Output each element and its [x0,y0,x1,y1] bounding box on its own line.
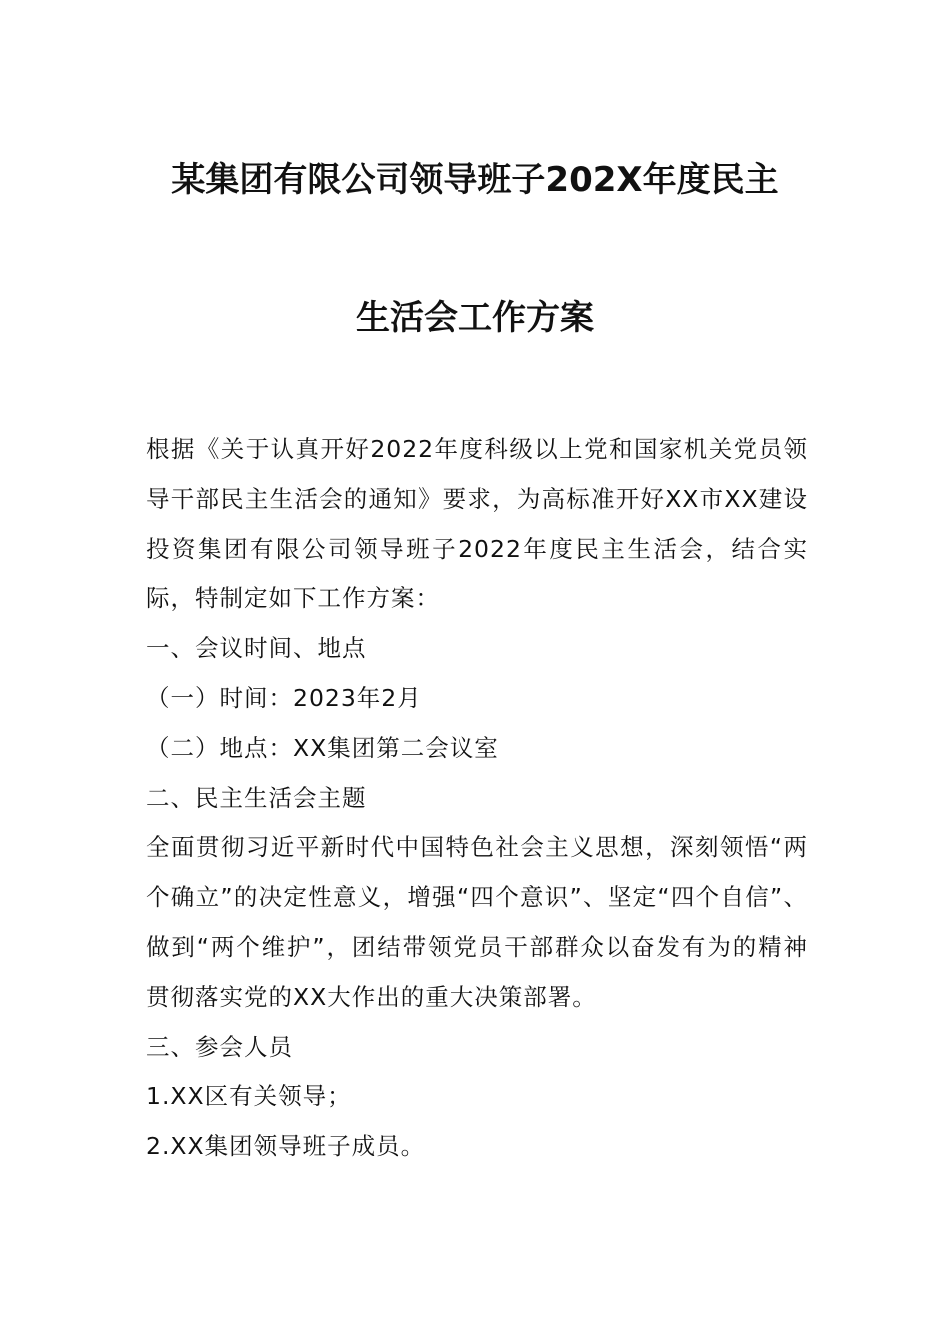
section-3-item-2: 2.XX集团领导班子成员。 [146,1132,426,1161]
document-body [146,425,808,1172]
section-1-place: （二）地点：XX集团第二会议室 [146,733,499,762]
section-3-heading: 三、参会人员 [146,1032,293,1061]
section-1-time: （一）时间：2023年2月 [146,683,422,712]
section-2-paragraph: 全面贯彻习近平新时代中国特色社会主义思想，深刻领悟“两个确立”的决定性意义，增强“四个意识”、坚定“四个自信”、做到“两个维护”，团结带领党员干部群众以奋发有为的精神贯彻落实党的XX大作出的重大决策部署。 [146,833,808,1011]
section-1-heading: 一、会议时间、地点 [146,634,367,663]
intro-paragraph: 根据《关于认真开好2022年度科级以上党和国家机关党员领导干部民主生活会的通知》要求，为高标准开好XX市XX建设投资集团有限公司领导班子2022年度民主生活会，结合实际，特制定如下工作方案： [146,435,808,613]
section-3-item-1: 1.XX区有关领导； [146,1082,352,1111]
document-title-line-2: 生活会工作方案 [356,298,594,338]
section-2-heading: 二、民主生活会主题 [146,783,367,812]
document-title-line-1: 某集团有限公司领导班子202X年度民主 [171,160,779,200]
